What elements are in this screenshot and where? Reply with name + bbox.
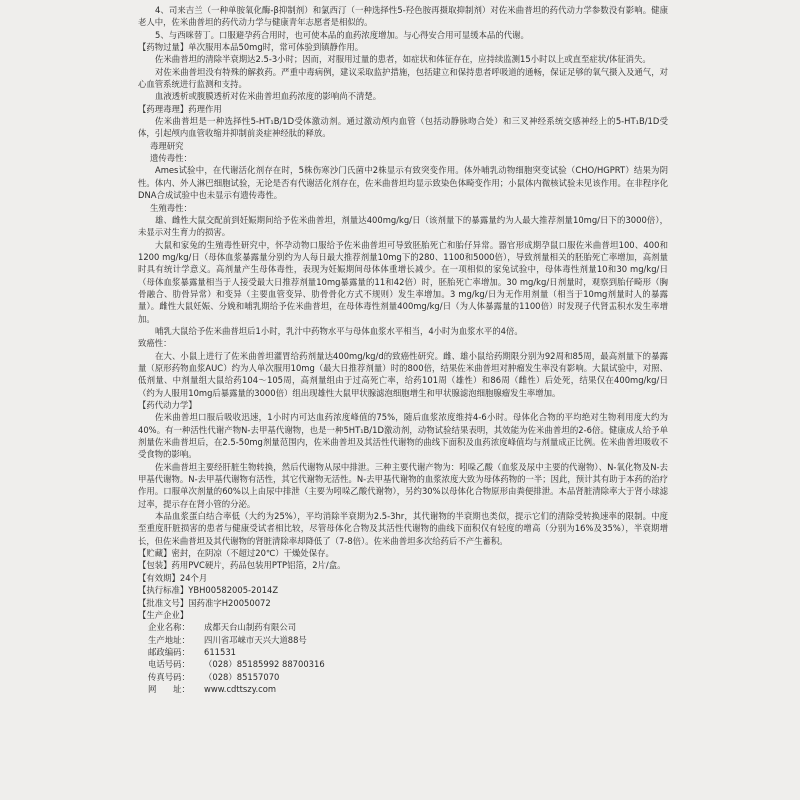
- overdose-text-2: 佐米曲普坦的清除半衰期达2.5-3小时；因而，对服用过量的患者，如症状和体征存在，应持续监测15小时以上或直至症状/体征消失。: [155, 54, 651, 65]
- pk-text-1: 佐米曲普坦口服后吸收迅速，1小时内可达血药浓度峰值的75%，随后血浆浓度维持4-6小时。母体化合物的平均绝对生物利用度大约为40%。有一种活性代谢产物N-去甲基代谢物，也是一种5HT₁B/1D激动剂，动物试验结果表明，其效能为佐米曲普坦的2-6倍。健康成人给予单剂量佐米曲普坦后，在2.5-50mg剂量范围内，佐米曲普坦及其活性代谢物的曲线下面积及血药浓度峰值均与剂量成正比例。佐米曲普坦吸收不受食物的影响。: [138, 412, 668, 460]
- heading-text: 生产企业: [146, 609, 180, 620]
- bracket-close: 】: [179, 609, 189, 620]
- pharmacology-action-text: 佐米曲普坦是一种选择性5-HT₁B/1D受体激动剂。通过激动颅内血管（包括动静脉吻合处）和三叉神经系统交感神经上的5-HT₁B/1D受体，引起颅内血管收缩并抑制前炎症神经肽的释放。: [138, 116, 668, 139]
- row-key: 传真号码：: [148, 671, 190, 682]
- reproductive-text-1: 雄、雌性大鼠交配前到妊娠期间给予佐米曲普坦，剂量达400mg/kg/日（该剂量下的暴露量约为人最大推荐剂量10mg/日下的3000倍），未显示对生育力的损害。: [138, 214, 668, 238]
- standard-label: 执行标准: [146, 585, 180, 596]
- row-key: 邮政编码：: [148, 646, 190, 657]
- bracket-open: 【: [138, 400, 147, 410]
- bracket-open: 【: [138, 42, 147, 53]
- section-heading-pharmacology: [138, 103, 668, 115]
- subheading-reproductive-toxicity: 生殖毒性：: [150, 202, 192, 213]
- row-value: 成都天台山制药有限公司: [204, 622, 297, 633]
- bracket-open: 【: [138, 597, 147, 608]
- heading-text: 药理毒理: [146, 103, 180, 114]
- pk-text-3: 本品血浆蛋白结合率低（大约为25%），平均消除半衰期为2.5-3hr，其代谢物的半衰期也类似，提示它们的清除受转换速率的限制。中度至重度肝脏损害的患者与健康受试者相比较，尽管母体化合物及其活性代谢物的曲线下面积仅有轻度的增高（分别为16%及35%），半衰期增长，但佐米曲普坦及其代谢物的肾脏清除率却降低了（7-8倍）。佐米曲普坦多次给药后不产生蓄积。: [138, 511, 668, 546]
- subheading-text: 药理作用: [188, 103, 222, 114]
- row-value: 611531: [204, 646, 236, 657]
- storage-label: 贮藏: [146, 548, 164, 559]
- row-key: 网 址：: [148, 683, 190, 694]
- section-package: [138, 559, 668, 571]
- approval-value: 国药准字H20050072: [188, 597, 271, 608]
- bracket-close: 】: [179, 103, 189, 114]
- manufacturer-row-address: [148, 634, 668, 646]
- section-storage: [138, 547, 668, 559]
- package-label: 包装: [146, 560, 164, 571]
- bracket-open: 【: [138, 609, 147, 620]
- heading-text: 药物过量: [146, 42, 180, 53]
- overdose-text-1: 单次服用本品50mg时，常可体验到镇静作用。: [188, 42, 364, 53]
- leaflet-text: [138, 4, 668, 695]
- reproductive-text-3: 哺乳大鼠给予佐米曲普坦后1小时，乳汁中药物水平与母体血浆水平相当，4小时为血浆水平的4倍。: [155, 325, 523, 336]
- genotoxicity-text: Ames试验中，在代谢活化剂存在时，5株伤寒沙门氏菌中2株显示有致突变作用。体外哺乳动物细胞突变试验（CHO/HGPRT）结果为阴性。体内、外人淋巴细胞试验，无论是否有代谢活化剂存在，佐米曲普坦均显示致染色体畸变作用；小鼠体内微核试验未见该作用。在非程序化DNA合成试验中也未显示有遗传毒性。: [138, 165, 668, 201]
- bracket-close: 】: [163, 560, 172, 571]
- reproductive-text-2: 大鼠和家兔的生殖毒性研究中，怀孕动物口服给予佐米曲普坦可导致胚胎死亡和胎仔异常。器官形成期孕鼠口服佐米曲普坦100、400和1200 mg/kg/日（母体血浆暴露量分别约为人每日最大推荐剂量10mg下的280、1100和5000倍），导致剂量相关的胚胎死亡率增加，高剂量时具有统计学意义。高剂量产生母体毒性，表现为妊娠期间母体体重增长减少。在一项相似的家兔试验中，母体毒性剂量10和30 mg/kg/日（母体血浆暴露量相当于人接受最大日推荐剂量10mg暴露量的11和42倍）时，胚胎死亡率增加。30 mg/kg/日剂量时，观察到胎仔畸形（胸骨融合、肋骨异常）和变异（主要血管变异、肋骨骨化方式不规则）发生率增加。3 mg/kg/日为无作用剂量（相当于10mg剂量时人的暴露量）。雌性大鼠妊娠、分娩和哺乳期给予佐米曲普坦，在母体毒性剂量400mg/kg/日（为人体暴露量的1100倍）时发现子代肾盂积水发生率增加。: [138, 239, 668, 324]
- manufacturer-row-postcode: [148, 646, 668, 658]
- row-value: （028）85185992 88700316: [204, 659, 325, 670]
- row-key: 电话号码：: [148, 659, 190, 670]
- row-key: 生产地址：: [148, 634, 190, 645]
- row-value: （028）85157070: [204, 671, 280, 682]
- row-value: www.cdttszy.com: [204, 683, 276, 694]
- bracket-open: 【: [138, 585, 147, 596]
- subheading-toxicology: 毒理研究: [150, 140, 184, 151]
- subheading-genotoxicity: 遗传毒性：: [150, 153, 192, 164]
- manufacturer-row-name: [148, 621, 668, 633]
- section-shelf-life: [138, 572, 668, 584]
- bracket-close: 】: [188, 400, 197, 410]
- carcinogenicity-text: 在大、小鼠上进行了佐米曲普坦灌胃给药剂量达400mg/kg/d的致癌性研究。雌、雄小鼠给药期限分别为92周和85周，最高剂量下的暴露量（原形药物血浆AUC）约为人单次服用10mg（最大日推荐剂量）时的800倍，结果佐米曲普坦对肿瘤发生率没有影响。大鼠试验中，对照、低剂量、中剂量组大鼠给药104～105周，高剂量组由于过高死亡率，给药101周（雄性）和86周（雌性）后处死，结果仅在400mg/kg/日（约为人服用10mg后暴露量的3000倍）组出现雄性大鼠甲状腺滤泡细胞增生和甲状腺滤泡细胞腺瘤发生率增加。: [138, 350, 668, 398]
- bracket-close: 】: [179, 42, 189, 53]
- bracket-close: 】: [171, 572, 180, 583]
- overdose-text-3: 对佐米曲普坦没有特殊的解救药。严重中毒病例，建议采取监护措施，包括建立和保持患者呼吸道的通畅，保证足够的氧气摄入及通气，对心血管系统进行监测和支持。: [138, 66, 668, 90]
- interaction-item-4: 4、司来吉兰（一种单胺氧化酶-β抑制剂）和氯西汀（一种选择性5-羟色胺再摄取抑制剂）对佐米曲普坦的药代动力学参数没有影响。健康老人中，佐米曲普坦的药代动力学与健康青年志愿者是相似的。: [138, 5, 668, 28]
- interaction-item-5: 5、与西咪替丁。口服避孕药合用时，也可使本品的血药浓度增加。与心得安合用可显缓本品的代谢。: [155, 29, 529, 40]
- subheading-carcinogenicity: 致癌性：: [138, 338, 172, 349]
- bracket-open: 【: [138, 560, 147, 571]
- bracket-open: 【: [138, 548, 147, 559]
- section-heading-pharmacokinetics: [138, 399, 668, 411]
- standard-value: YBH00582005-2014Z: [188, 585, 279, 596]
- heading-text: 药代动力学: [146, 400, 189, 410]
- bracket-close: 】: [179, 585, 189, 596]
- section-standard: [138, 584, 668, 596]
- shelf-life-label: 有效期: [146, 572, 172, 583]
- overdose-text-4: 血液透析或腹膜透析对佐米曲普坦血药浓度的影响尚不清楚。: [155, 91, 382, 102]
- section-heading-manufacturer: [138, 609, 668, 621]
- row-value: 四川省邛崃市天兴大道88号: [204, 634, 307, 645]
- shelf-life-value: 24个月: [179, 572, 208, 583]
- package-value: 药用PVC硬片，药品包装用PTP铝箔，2片/盒。: [171, 560, 346, 571]
- bracket-open: 【: [138, 572, 147, 583]
- manufacturer-row-website: [148, 683, 668, 695]
- bracket-close: 】: [179, 597, 189, 608]
- pk-text-2: 佐米曲普坦主要经肝脏生物转换，然后代谢物从尿中排泄。三种主要代谢产物为：吲哚乙酸（血浆及尿中主要的代谢物）、N-氧化物及N-去甲基代谢物。N-去甲基代谢物有活性，其它代谢物无活性。N-去甲基代谢物的血浆浓度大致为母体药物的一半；因此，预计其有助于本药的治疗作用。口服单次剂量的60%以上由尿中排泄（主要为吲哚乙酸代谢物），另约30%以母体化合物原形由粪便排泄。本品肾脏清除率大于肾小球滤过率，提示存在肾小管的分泌。: [138, 461, 668, 509]
- section-approval-number: [138, 597, 668, 609]
- manufacturer-row-fax: [148, 671, 668, 683]
- bracket-open: 【: [138, 103, 147, 114]
- section-heading-overdose: [138, 41, 668, 53]
- storage-value: 密封，在阴凉（不超过20℃）干燥处保存。: [171, 548, 334, 559]
- bracket-close: 】: [163, 548, 172, 559]
- manufacturer-row-phone: [148, 658, 668, 670]
- approval-label: 批准文号: [146, 597, 180, 608]
- row-key: 企业名称：: [148, 622, 190, 633]
